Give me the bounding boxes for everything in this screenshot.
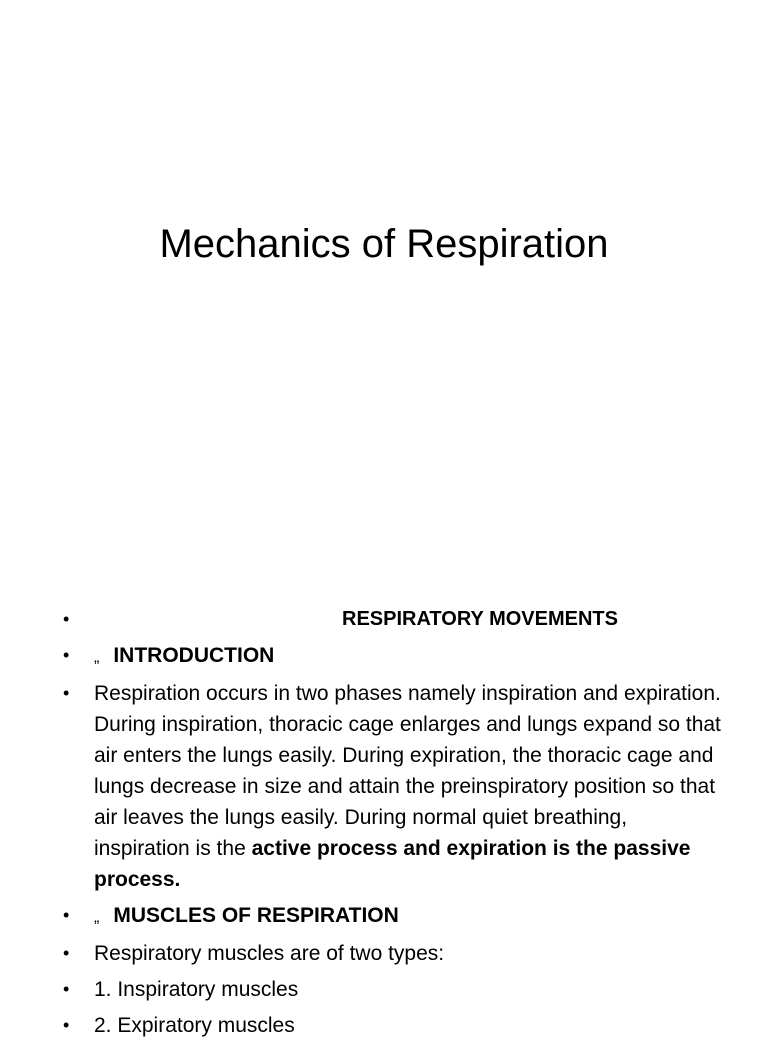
muscles-heading: MUSCLES OF RESPIRATION	[113, 904, 399, 927]
bullet-item-1	[0, 974, 768, 1005]
paragraph-bold-text: active process and expiration is the passive process.	[94, 837, 691, 891]
bullet-prefix-mark: „	[94, 909, 100, 926]
paragraph-text: Respiration occurs in two phases namely inspiration and expiration. During inspiration, thoracic cage enlarges and lungs expand so that air enters the lungs easily. During expiration, the thoracic cage and lungs decrease in size and attain the preinspiratory position so that air leaves the lungs easily. During normal quiet breathing, inspiration is the	[94, 682, 721, 860]
bullet-item-2	[0, 1010, 768, 1041]
bullet-dot-icon: •	[63, 943, 70, 963]
bullet-list	[0, 604, 768, 1046]
bullet-prefix-mark: „	[94, 649, 100, 666]
item-1-text: 1. Inspiratory muscles	[94, 978, 299, 1001]
bullet-dot-icon: •	[63, 1015, 70, 1035]
item-2-text: 2. Expiratory muscles	[94, 1014, 295, 1037]
bullet-dot-icon: •	[63, 979, 70, 999]
bullet-paragraph	[0, 678, 768, 895]
bullet-dot-icon: •	[63, 683, 70, 703]
bullet-muscles	[0, 900, 768, 933]
types-text: Respiratory muscles are of two types:	[94, 942, 445, 965]
bullet-dot-icon: •	[63, 609, 70, 629]
slide-title: Mechanics of Respiration	[159, 222, 609, 266]
bullet-dot-icon: •	[63, 645, 70, 665]
bullet-types	[0, 938, 768, 969]
introduction-heading: INTRODUCTION	[113, 644, 275, 667]
bullet-heading	[0, 604, 768, 635]
bullet-introduction	[0, 640, 768, 673]
bullet-dot-icon: •	[63, 905, 70, 925]
section-heading: RESPIRATORY MOVEMENTS	[342, 608, 618, 630]
